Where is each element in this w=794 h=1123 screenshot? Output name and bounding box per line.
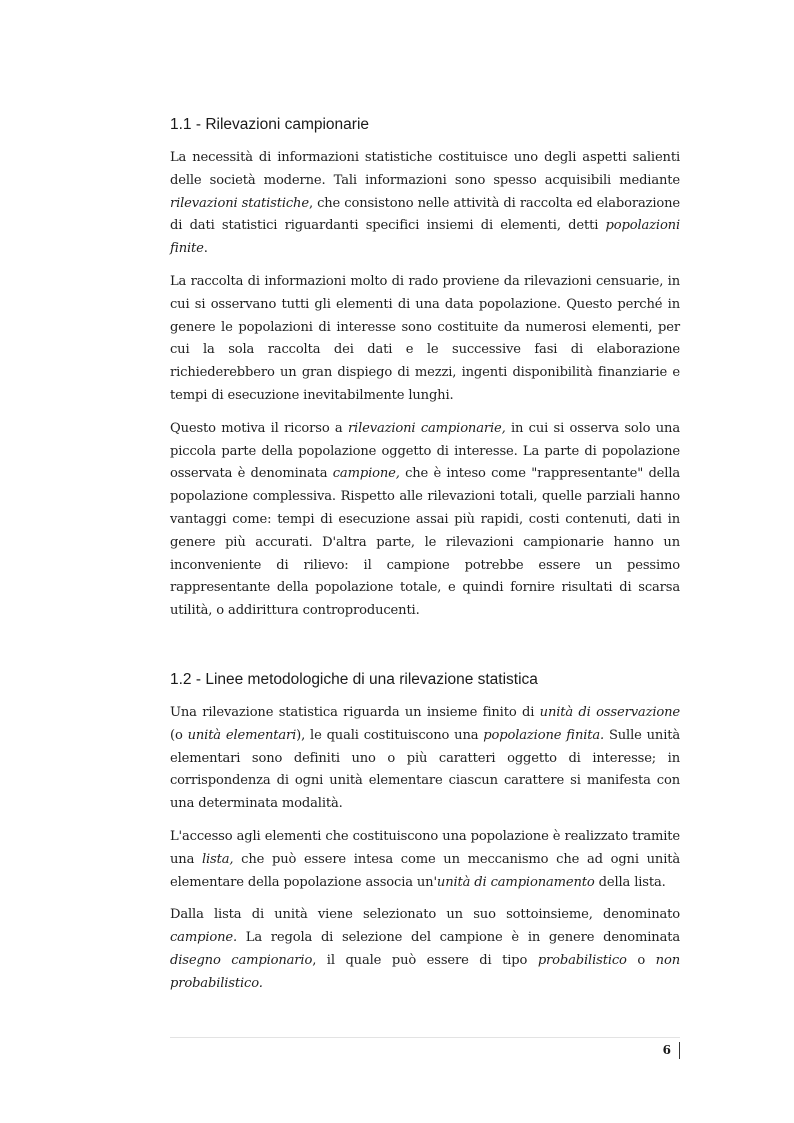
italic-term: unità di osservazione [539, 705, 680, 720]
paragraph [170, 147, 680, 261]
paragraph [170, 826, 680, 894]
text-run: che è inteso come "rappresentante" della popolazione complessiva. Rispetto alle rilevazioni totali, quelle parziali hanno vantaggi come: tempi di esecuzione assai più rapidi, costi contenuti, dati in genere più accurati. D'altra parte, le rilevazioni campionarie hanno un inconveniente di rilievo: il campione potrebbe essere un pessimo rappresentante della popolazione totale, e quindi fornire risultati di scarsa utilità, o addirittura controproducenti. [170, 466, 681, 619]
text-run: Una rilevazione statistica riguarda un insieme finito di [170, 705, 540, 720]
paragraph [170, 418, 680, 623]
text-run: o [626, 952, 656, 968]
italic-term: unità di campionamento [436, 874, 595, 890]
paragraph [170, 904, 680, 995]
text-run: . [203, 241, 208, 257]
text-run: Sulle unità elementari sono definiti uno o più caratteri oggetto di interesse; in corrispondenza di ogni unità elementare ciascun carattere si manifesta con una determinata modalità. [170, 727, 680, 812]
italic-term: popolazione finita. [483, 727, 605, 743]
section-rilevazioni-campionarie [170, 112, 680, 633]
text-run: (o [170, 727, 188, 743]
italic-term: popolazioni finite [170, 218, 680, 257]
text-run: in cui si osserva solo una piccola parte della popolazione oggetto di interesse. La parte di popolazione osservata è denominata [170, 420, 680, 482]
text-run: che può essere intesa come un meccanismo che ad ogni unità elementare della popolazione associa un' [170, 851, 680, 890]
text-run: La raccolta di informazioni molto di rado proviene da rilevazioni censuarie, in cui si osservano tutti gli elementi di una data popolazione. Questo perché in genere le popolazioni di interesse sono costituite da numerosi elementi, per cui la sola raccolta dei dati e le successive fasi di elaborazione richiederebbero un gran dispiego di mezzi, ingenti disponibilità finanziarie e tempi di esecuzione inevitabilmente lunghi. [170, 273, 680, 403]
text-run: Dalla lista di unità viene selezionato un suo sottoinsieme, denominato [170, 907, 680, 923]
section-heading: 1.2 - Linee metodologiche di una rilevazione statistica [170, 671, 538, 688]
page-number-bar [679, 1042, 680, 1059]
italic-term: lista, [201, 851, 234, 867]
page-number: 6 [662, 1043, 671, 1057]
page-footer [663, 1041, 680, 1059]
italic-term: campione. [170, 930, 238, 946]
text-run: ), le quali costituiscono una [296, 727, 484, 743]
italic-term: rilevazioni campionarie, [347, 420, 506, 436]
italic-term: campione, [332, 466, 400, 482]
italic-term: disegno campionario [170, 952, 313, 968]
text-run: della lista. [594, 874, 666, 890]
text-run: L'accesso agli elementi che costituiscono una popolazione è realizzato tramite una [170, 828, 680, 867]
italic-term: unità elementari [187, 727, 297, 743]
italic-term: rilevazioni statistiche [170, 195, 309, 211]
italic-term: probabilistico [537, 952, 627, 968]
text-run: La necessità di informazioni statistiche costituisce uno degli aspetti salienti delle società moderne. Tali informazioni sono spesso acquisibili mediante [170, 150, 680, 188]
section-heading: 1.1 - Rilevazioni campionarie [170, 116, 370, 133]
paragraph [170, 702, 680, 816]
text-run: La regola di selezione del campione è in genere denominata [237, 930, 680, 946]
footer-divider [170, 1037, 680, 1038]
text-run: , il quale può essere di tipo [312, 952, 538, 968]
text-run: Questo motiva il ricorso a [170, 420, 348, 436]
text-run: , che consistono nelle attività di raccolta ed elaborazione di dati statistici riguardanti specifici insiemi di elementi, detti [170, 195, 681, 234]
section-linee-metodologiche [170, 667, 680, 1006]
paragraph [170, 271, 680, 408]
italic-term: non probabilistico. [170, 952, 680, 991]
